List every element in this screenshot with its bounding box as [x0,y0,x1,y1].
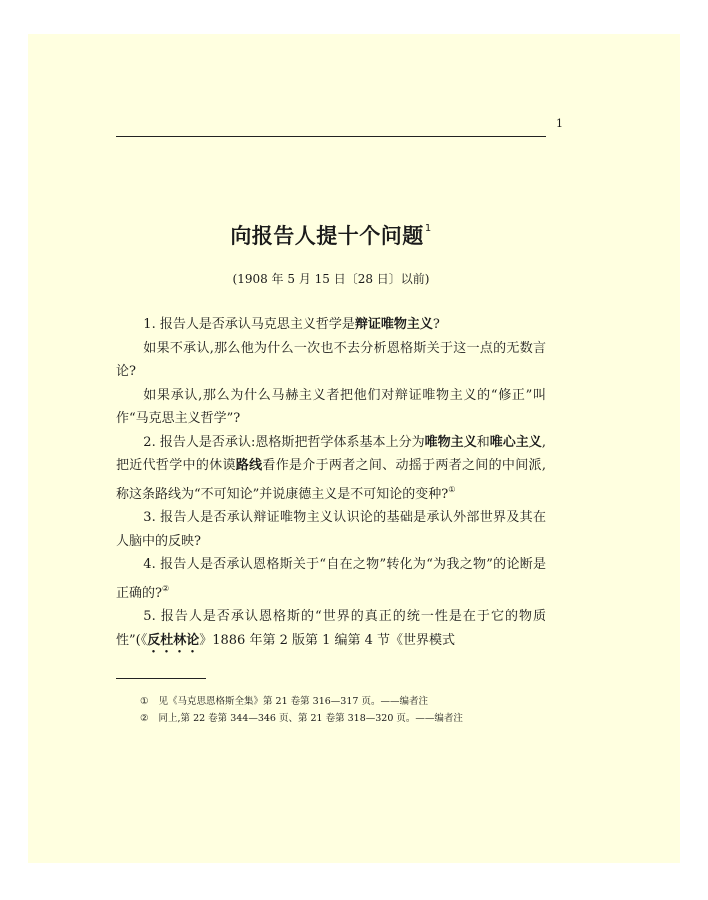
question-3: 3. 报告人是否承认辩证唯物主义认识论的基础是承认外部世界及其在人脑中的反映? [116,510,546,549]
q5-text-2: 》1886 年第 2 版第 1 编第 4 节《世界模式 [199,632,456,648]
footnote-ref-1[interactable]: ① [448,484,456,494]
footnote-2-text: 同上,第 22 卷第 344—346 页、第 21 卷第 318—320 页。——编者注 [158,713,463,724]
q2-text-2: 和 [476,434,490,450]
q2-text-3: ,把近代哲学中的休谟 [116,434,546,473]
q4-text: 4. 报告人是否承认恩格斯关于“自在之物”转化为“为我之物”的论断是正确的? [116,557,546,601]
question-2 [116,431,546,507]
question-1 [116,313,546,337]
q2-bold-line: 路线 [235,458,263,473]
title-text: 向报告人提十个问题 [230,224,424,248]
footnotes [140,693,550,727]
footnote-1 [140,693,550,710]
footnote-ref-2[interactable]: ② [161,583,170,593]
q2-bold-materialism: 唯物主义 [424,434,477,450]
question-1-para-2: 如果不承认,那么他为什么一次也不去分析恩格斯关于这一点的无数言论? [116,340,546,379]
q1-suffix: ? [432,317,440,332]
q5-book-title: 反杜林论 [147,632,200,648]
footnote-rule [116,678,206,679]
footnote-1-mark: ① [140,696,149,707]
question-5 [116,605,546,656]
q2-bold-idealism: 唯心主义 [489,434,542,450]
footnote-1-text: 见《马克思恩格斯全集》第 21 卷第 316—317 页。——编者注 [158,696,428,707]
title-note: 1 [424,223,432,234]
q2-text-1: 2. 报告人是否承认:恩格斯把哲学体系基本上分为 [143,434,425,450]
page-title [116,220,546,250]
date-line: (1908 年 5 月 15 日〔28 日〕以前) [232,272,430,286]
q5-text-1: 5. 报告人是否承认恩格斯的“世界的真正的统一性是在于它的物质性”(《 [116,609,546,648]
q1-text: 1. 报告人是否承认马克思主义哲学是 [143,317,355,332]
page-number: 1 [556,117,563,130]
q2-text-4: 看作是介于两者之间、动摇于两者之间的中间派,称这条路线为“不可知论”并说康德主义是不可知论的变种? [116,458,546,502]
header-rule [116,136,546,137]
body-text [116,313,546,656]
footnote-2-mark: ② [140,713,149,724]
q1-bold: 辩证唯物主义 [354,317,433,332]
footnote-2 [140,710,550,727]
question-1-para-3: 如果承认,那么为什么马赫主义者把他们对辩证唯物主义的“修正”叫作“马克思主义哲学”? [116,387,546,426]
question-4 [116,553,546,605]
